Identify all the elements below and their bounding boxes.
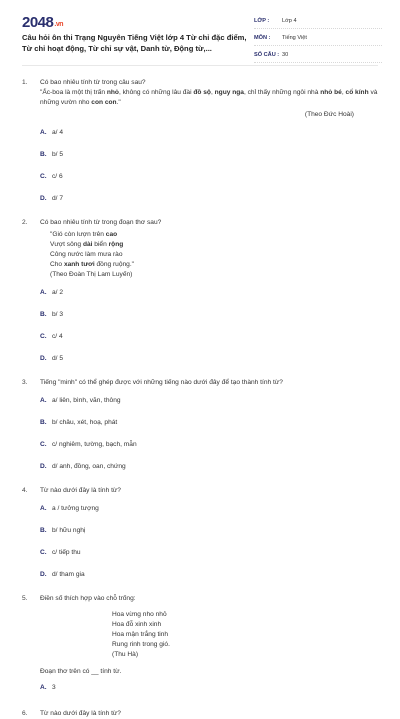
info-box [254, 14, 382, 65]
page-header [0, 0, 400, 62]
info-row-grade: LỚP : Lớp 4 [254, 14, 382, 29]
question-poem [112, 610, 378, 660]
option-b[interactable]: B. b/ 5 [40, 151, 63, 158]
question-text: Có bao nhiêu tính từ trong câu sau? [40, 79, 146, 86]
option-d[interactable]: D. d/ 7 [40, 195, 63, 202]
passage-citation: (Theo Đức Hoài) [304, 111, 354, 118]
option-d[interactable]: D. d/ anh, đồng, oan, chứng [40, 463, 126, 470]
question-3 [22, 378, 378, 484]
question-6 [22, 709, 378, 719]
header-divider [22, 65, 378, 66]
question-text: Từ nào dưới đây là tính từ? [40, 487, 121, 494]
question-number: 3. [22, 379, 28, 386]
poem-line: Rung rinh trong gió. [112, 641, 170, 648]
poem-citation: (Thu Hà) [112, 651, 139, 658]
option-a[interactable]: A. a/ liên, bình, văn, thông [40, 397, 121, 404]
option-d[interactable]: D. d/ tham gia [40, 571, 85, 578]
question-text: Có bao nhiêu tính từ trong đoạn thơ sau? [40, 219, 162, 226]
question-poem [50, 230, 378, 280]
option-b[interactable]: B. b/ hữu nghị [40, 527, 86, 534]
question-list [0, 78, 400, 719]
option-d[interactable]: D. d/ 5 [40, 355, 63, 362]
site-logo[interactable]: 2048.vn [22, 14, 63, 31]
answer-options [40, 683, 378, 705]
question-number: 4. [22, 487, 28, 494]
question-number: 2. [22, 219, 28, 226]
option-a[interactable]: A. a / tưởng tượng [40, 505, 99, 512]
poem-line: Vượt sông dài biển rộng [50, 241, 124, 248]
question-text: Tiếng "minh" có thể ghép được với những tiếng nào dưới đây để tạo thành tính từ? [40, 379, 283, 386]
poem-line: Hoa đỗ xinh xinh [112, 621, 162, 628]
question-text: Từ nào dưới đây là tính từ? [40, 710, 121, 717]
question-number: 6. [22, 710, 28, 717]
option-c[interactable]: C. c/ tiếp thu [40, 549, 81, 556]
answer-options [40, 128, 378, 216]
fill-prompt: Đoạn thơ trên có __ tính từ. [40, 668, 122, 675]
answer-options [40, 288, 378, 376]
question-1 [22, 78, 378, 216]
answer-options [40, 504, 378, 592]
question-2 [22, 218, 378, 376]
question-number: 5. [22, 595, 28, 602]
question-4 [22, 486, 378, 592]
poem-line: Công nước làm mưa rào [50, 251, 123, 258]
question-passage: "Ấc-boa là một thị trấn nhỏ, không có những lâu đài đồ sộ, nguy nga, chỉ thấy những ngôi nhà nhỏ bé, cổ kính và những vườn nho con con." [40, 89, 378, 106]
info-row-subject: MÔN : Tiếng Việt [254, 31, 382, 46]
question-number: 1. [22, 79, 28, 86]
answer-options [40, 396, 378, 484]
poem-line: "Gió còn lượn trên cao [50, 231, 118, 238]
option-c[interactable]: C. c/ 6 [40, 173, 63, 180]
poem-line: Hoa vừng nho nhỏ [112, 611, 167, 618]
option-b[interactable]: B. b/ 3 [40, 311, 63, 318]
poem-citation: (Theo Đoàn Thị Lam Luyến) [50, 271, 133, 278]
option-a[interactable]: A. 3 [40, 684, 56, 691]
option-c[interactable]: C. c/ nghiêm, tường, bạch, mẫn [40, 441, 137, 448]
poem-line: Cho xanh tươi đồng ruộng." [50, 261, 135, 268]
option-b[interactable]: B. b/ châu, xét, hoạ, phát [40, 419, 118, 426]
option-c[interactable]: C. c/ 4 [40, 333, 63, 340]
option-a[interactable]: A. a/ 4 [40, 129, 63, 136]
question-5 [22, 594, 378, 705]
document-title: Câu hỏi ôn thi Trạng Nguyên Tiếng Việt lớp 4 Từ chỉ đặc điểm, Từ chỉ hoạt động, Từ chỉ sự vật, Danh từ, Động từ,... [22, 33, 247, 53]
question-text: Điền số thích hợp vào chỗ trống: [40, 595, 136, 602]
poem-line: Hoa mận trắng tinh [112, 631, 169, 638]
option-a[interactable]: A. a/ 2 [40, 289, 63, 296]
info-row-count: SỐ CÂU : 30 [254, 48, 382, 63]
